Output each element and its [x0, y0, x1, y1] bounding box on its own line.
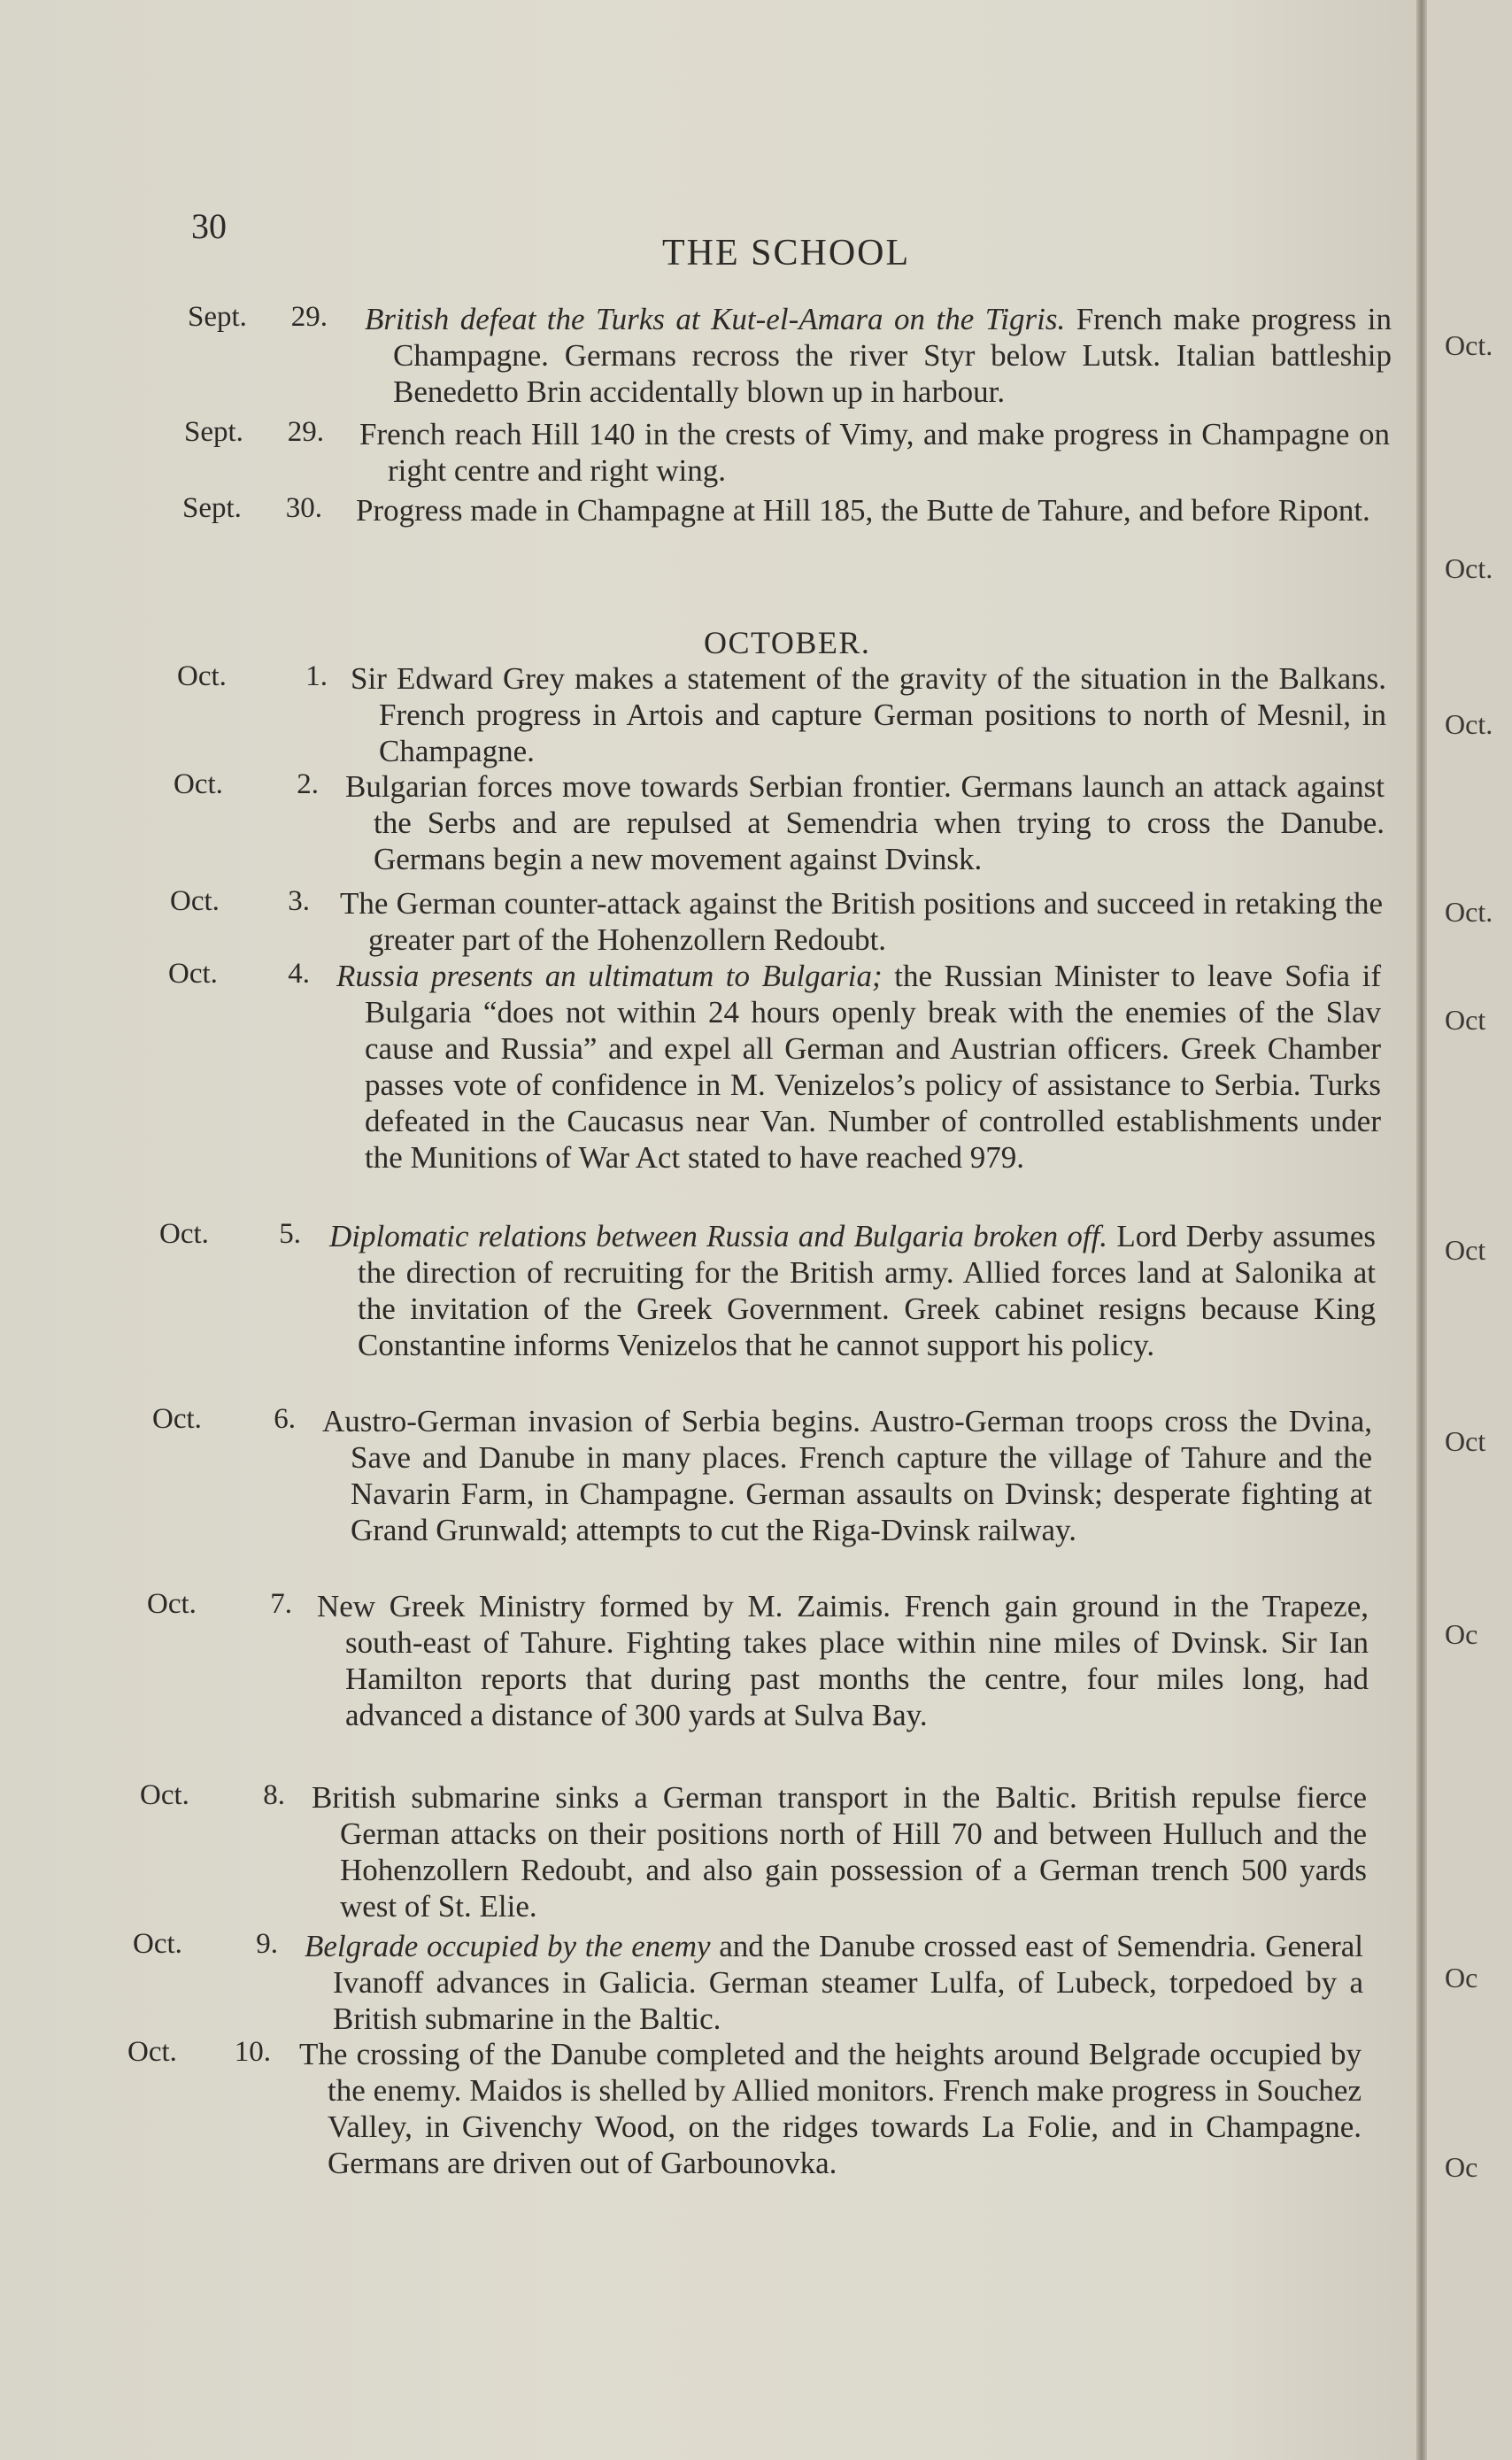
entry-day: 10. — [234, 2036, 271, 2068]
entry-body: Austro-German invasion of Serbia begins. Austro-German troops cross the Dvina, Save and Danube in many places. French capture the village of Tahure and the Navarin Farm, in Champagne. German assaults on Dvinsk; desperate fighting at Grand Grunwald; attempts to cut the Riga-Dvinsk railway. — [322, 1404, 1372, 1547]
entry-month: Sept. — [182, 492, 242, 524]
entry-body: French reach Hill 140 in the crests of Vimy, and make progress in Champagne on right centre and right wing. — [359, 417, 1390, 488]
entry-day: 9. — [256, 1928, 278, 1960]
entry-day: 8. — [263, 1779, 285, 1811]
entry-text — [317, 1588, 1369, 1733]
facing-page-month: Oct — [1445, 1004, 1486, 1036]
entry-headline: Russia presents an ultimatum to Bulgaria; — [336, 959, 883, 993]
facing-page-month: Oct — [1445, 1425, 1486, 1457]
facing-page-month: Oct. — [1445, 329, 1493, 361]
entry-text — [312, 1779, 1367, 1924]
entry-month: Oct. — [133, 1928, 182, 1960]
entry-month: Oct. — [147, 1588, 197, 1620]
entry-text — [336, 958, 1381, 1176]
entry-text — [299, 2036, 1362, 2181]
entry-body: Progress made in Champagne at Hill 185, the Butte de Tahure, and before Ripont. — [356, 493, 1370, 528]
entry-headline: Belgrade occupied by the enemy — [305, 1929, 711, 1963]
entry-text — [340, 885, 1383, 958]
entry-body: The crossing of the Danube completed and the heights around Belgrade occupied by the enemy. Maidos is shelled by Allied monitors. French make progress in Souchez Valley, in Givenchy Wood, on the ridges towards La Folie, and in Champagne. Germans are driven out of Garbounovka. — [299, 2037, 1362, 2180]
facing-page-month: Oc — [1445, 1962, 1478, 1993]
entry-body: and the Danube crossed east of Semendria. General Ivanoff advances in Galicia. German steamer Lulfa, of Lubeck, torpedoed by a British submarine in the Baltic. — [333, 1929, 1363, 2036]
entry-text — [329, 1218, 1376, 1363]
entry-headline: Diplomatic relations between Russia and Bulgaria broken off. — [329, 1219, 1108, 1253]
section-heading: OCTOBER. — [704, 625, 871, 660]
entry-month: Oct. — [170, 885, 220, 917]
entry-month: Oct. — [168, 958, 218, 990]
entry-month: Oct. — [140, 1779, 189, 1811]
page-number: 30 — [191, 206, 227, 246]
entry-text — [345, 768, 1385, 877]
entry-day: 7. — [270, 1588, 292, 1620]
entry-day: 29. — [290, 301, 328, 333]
facing-page-month: Oc — [1445, 1618, 1478, 1650]
entry-text — [322, 1403, 1372, 1548]
entry-body: British submarine sinks a German transport in the Baltic. British repulse fierce German attacks on their positions north of Hill 70 and between Hulluch and the Hohenzollern Redoubt, and also gain possession of a German trench 500 yards west of St. Elie. — [312, 1780, 1367, 1924]
facing-page-month: Oct — [1445, 1234, 1486, 1266]
entry-text — [365, 301, 1392, 410]
entry-text — [305, 1928, 1363, 2037]
facing-page-month: Oc — [1445, 2151, 1478, 2183]
entry-month: Oct. — [174, 768, 223, 800]
entry-day: 1. — [305, 660, 328, 692]
entry-day: 30. — [285, 492, 322, 524]
entry-day: 2. — [297, 768, 319, 800]
entry-headline: British defeat the Turks at Kut-el-Amara on the Tigris. — [365, 302, 1066, 336]
entry-body: Bulgarian forces move towards Serbian frontier. Germans launch an attack against the Serbs and are repulsed at Semendria when trying to cross the Danube. Germans begin a new movement against Dvinsk. — [345, 769, 1385, 876]
entry-text — [351, 660, 1386, 769]
facing-page-month: Oct. — [1445, 708, 1493, 740]
entry-text — [359, 416, 1390, 489]
facing-page-edge — [1427, 0, 1512, 2460]
entry-day: 6. — [274, 1403, 296, 1435]
entry-month: Oct. — [127, 2036, 177, 2068]
running-title: THE SCHOOL — [662, 233, 911, 274]
entry-text — [356, 492, 1388, 528]
entry-day: 3. — [288, 885, 310, 917]
entry-day: 5. — [279, 1218, 301, 1250]
entry-body: The German counter-attack against the British positions and succeed in retaking the greater part of the Hohenzollern Redoubt. — [340, 886, 1383, 957]
entry-body: the Russian Minister to leave Sofia if Bulgaria “does not within 24 hours openly break with the enemies of the Slav cause and Russia” and expel all German and Austrian officers. Greek Chamber passes vote of confidence in M. Venizelos’s policy of assistance to Serbia. Turks defeated in the Caucasus near Van. Number of controlled establishments under the Munitions of War Act stated to have reached 979. — [365, 959, 1381, 1175]
facing-page-month: Oct. — [1445, 896, 1493, 928]
entry-month: Sept. — [188, 301, 247, 333]
entry-day: 29. — [287, 416, 324, 448]
facing-page-month: Oct. — [1445, 552, 1493, 584]
entry-body: French make progress in Champagne. Germans recross the river Styr below Lutsk. Italian battleship Benedetto Brin accidentally blown up in harbour. — [393, 302, 1392, 409]
entry-month: Oct. — [152, 1403, 202, 1435]
entry-month: Oct. — [159, 1218, 209, 1250]
entry-month: Sept. — [184, 416, 243, 448]
book-gutter — [1416, 0, 1427, 2460]
entry-month: Oct. — [177, 660, 227, 692]
entry-day: 4. — [288, 958, 310, 990]
entry-body: Lord Derby assumes the direction of recruiting for the British army. Allied forces land at Salonika at the invitation of the Greek Government. Greek cabinet resigns because King Constantine informs Venizelos that he cannot support his policy. — [358, 1219, 1376, 1362]
entry-body: Sir Edward Grey makes a statement of the gravity of the situation in the Balkans. French progress in Artois and capture German positions to north of Mesnil, in Champagne. — [351, 661, 1386, 768]
entry-body: New Greek Ministry formed by M. Zaimis. French gain ground in the Trapeze, south-east of Tahure. Fighting takes place within nine miles of Dvinsk. Sir Ian Hamilton reports that during past months the centre, four miles long, had advanced a distance of 300 yards at Sulva Bay. — [317, 1589, 1369, 1732]
